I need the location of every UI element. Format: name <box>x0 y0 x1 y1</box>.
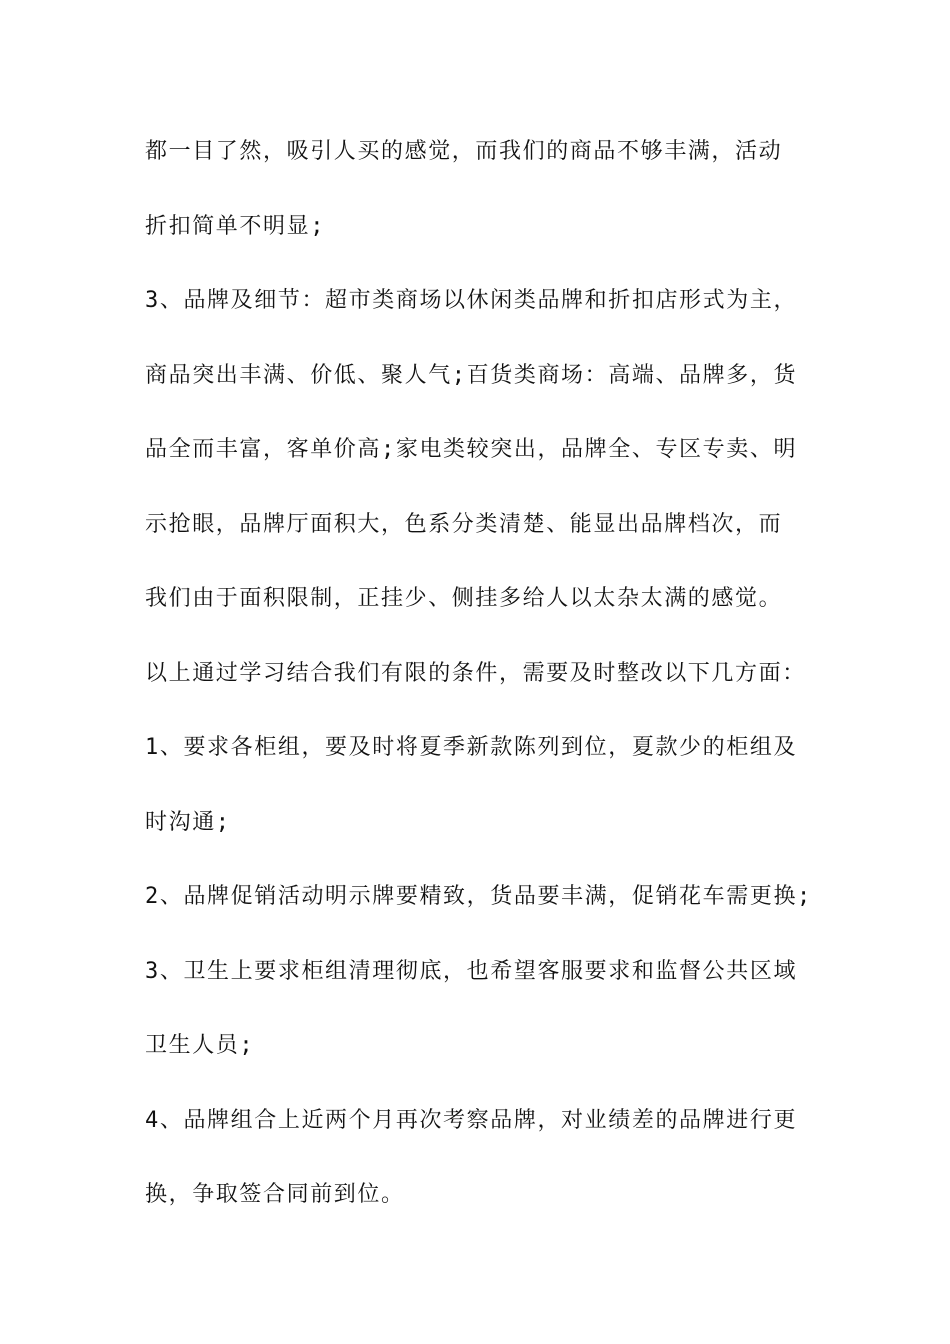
text-line: 品全而丰富，客单价高;家电类较突出，品牌全、专区专卖、明 <box>145 437 798 462</box>
text-line: 2、品牌促销活动明示牌要精致，货品要丰满，促销花车需更换; <box>145 884 812 909</box>
document-body <box>145 132 815 1250</box>
text-line: 4、品牌组合上近两个月再次考察品牌，对业绩差的品牌进行更 <box>145 1107 798 1133</box>
text-line: 1、要求各柜组，要及时将夏季新款陈列到位，夏款少的柜组及 <box>145 735 798 760</box>
text-line: 示抢眼，品牌厅面积大，色系分类清楚、能显出品牌档次，而 <box>145 511 783 537</box>
text-line: 换，争取签合同前到位。 <box>145 1182 405 1207</box>
text-line: 时沟通; <box>145 809 231 835</box>
text-line: 以上通过学习结合我们有限的条件，需要及时整改以下几方面： <box>145 660 806 686</box>
text-line: 3、卫生上要求柜组清理彻底，也希望客服要求和监督公共区域 <box>145 958 798 984</box>
text-line: 3、品牌及细节：超市类商场以休闲类品牌和折扣店形式为主， <box>145 288 798 313</box>
text-line: 卫生人员; <box>145 1033 255 1058</box>
text-line: 商品突出丰满、价低、聚人气;百货类商场：高端、品牌多，货 <box>145 362 798 388</box>
text-line: 折扣简单不明显; <box>145 213 326 239</box>
text-line: 我们由于面积限制，正挂少、侧挂多给人以太杂太满的感觉。 <box>145 586 783 611</box>
text-line: 都一目了然，吸引人买的感觉，而我们的商品不够丰满，活动 <box>145 139 783 164</box>
